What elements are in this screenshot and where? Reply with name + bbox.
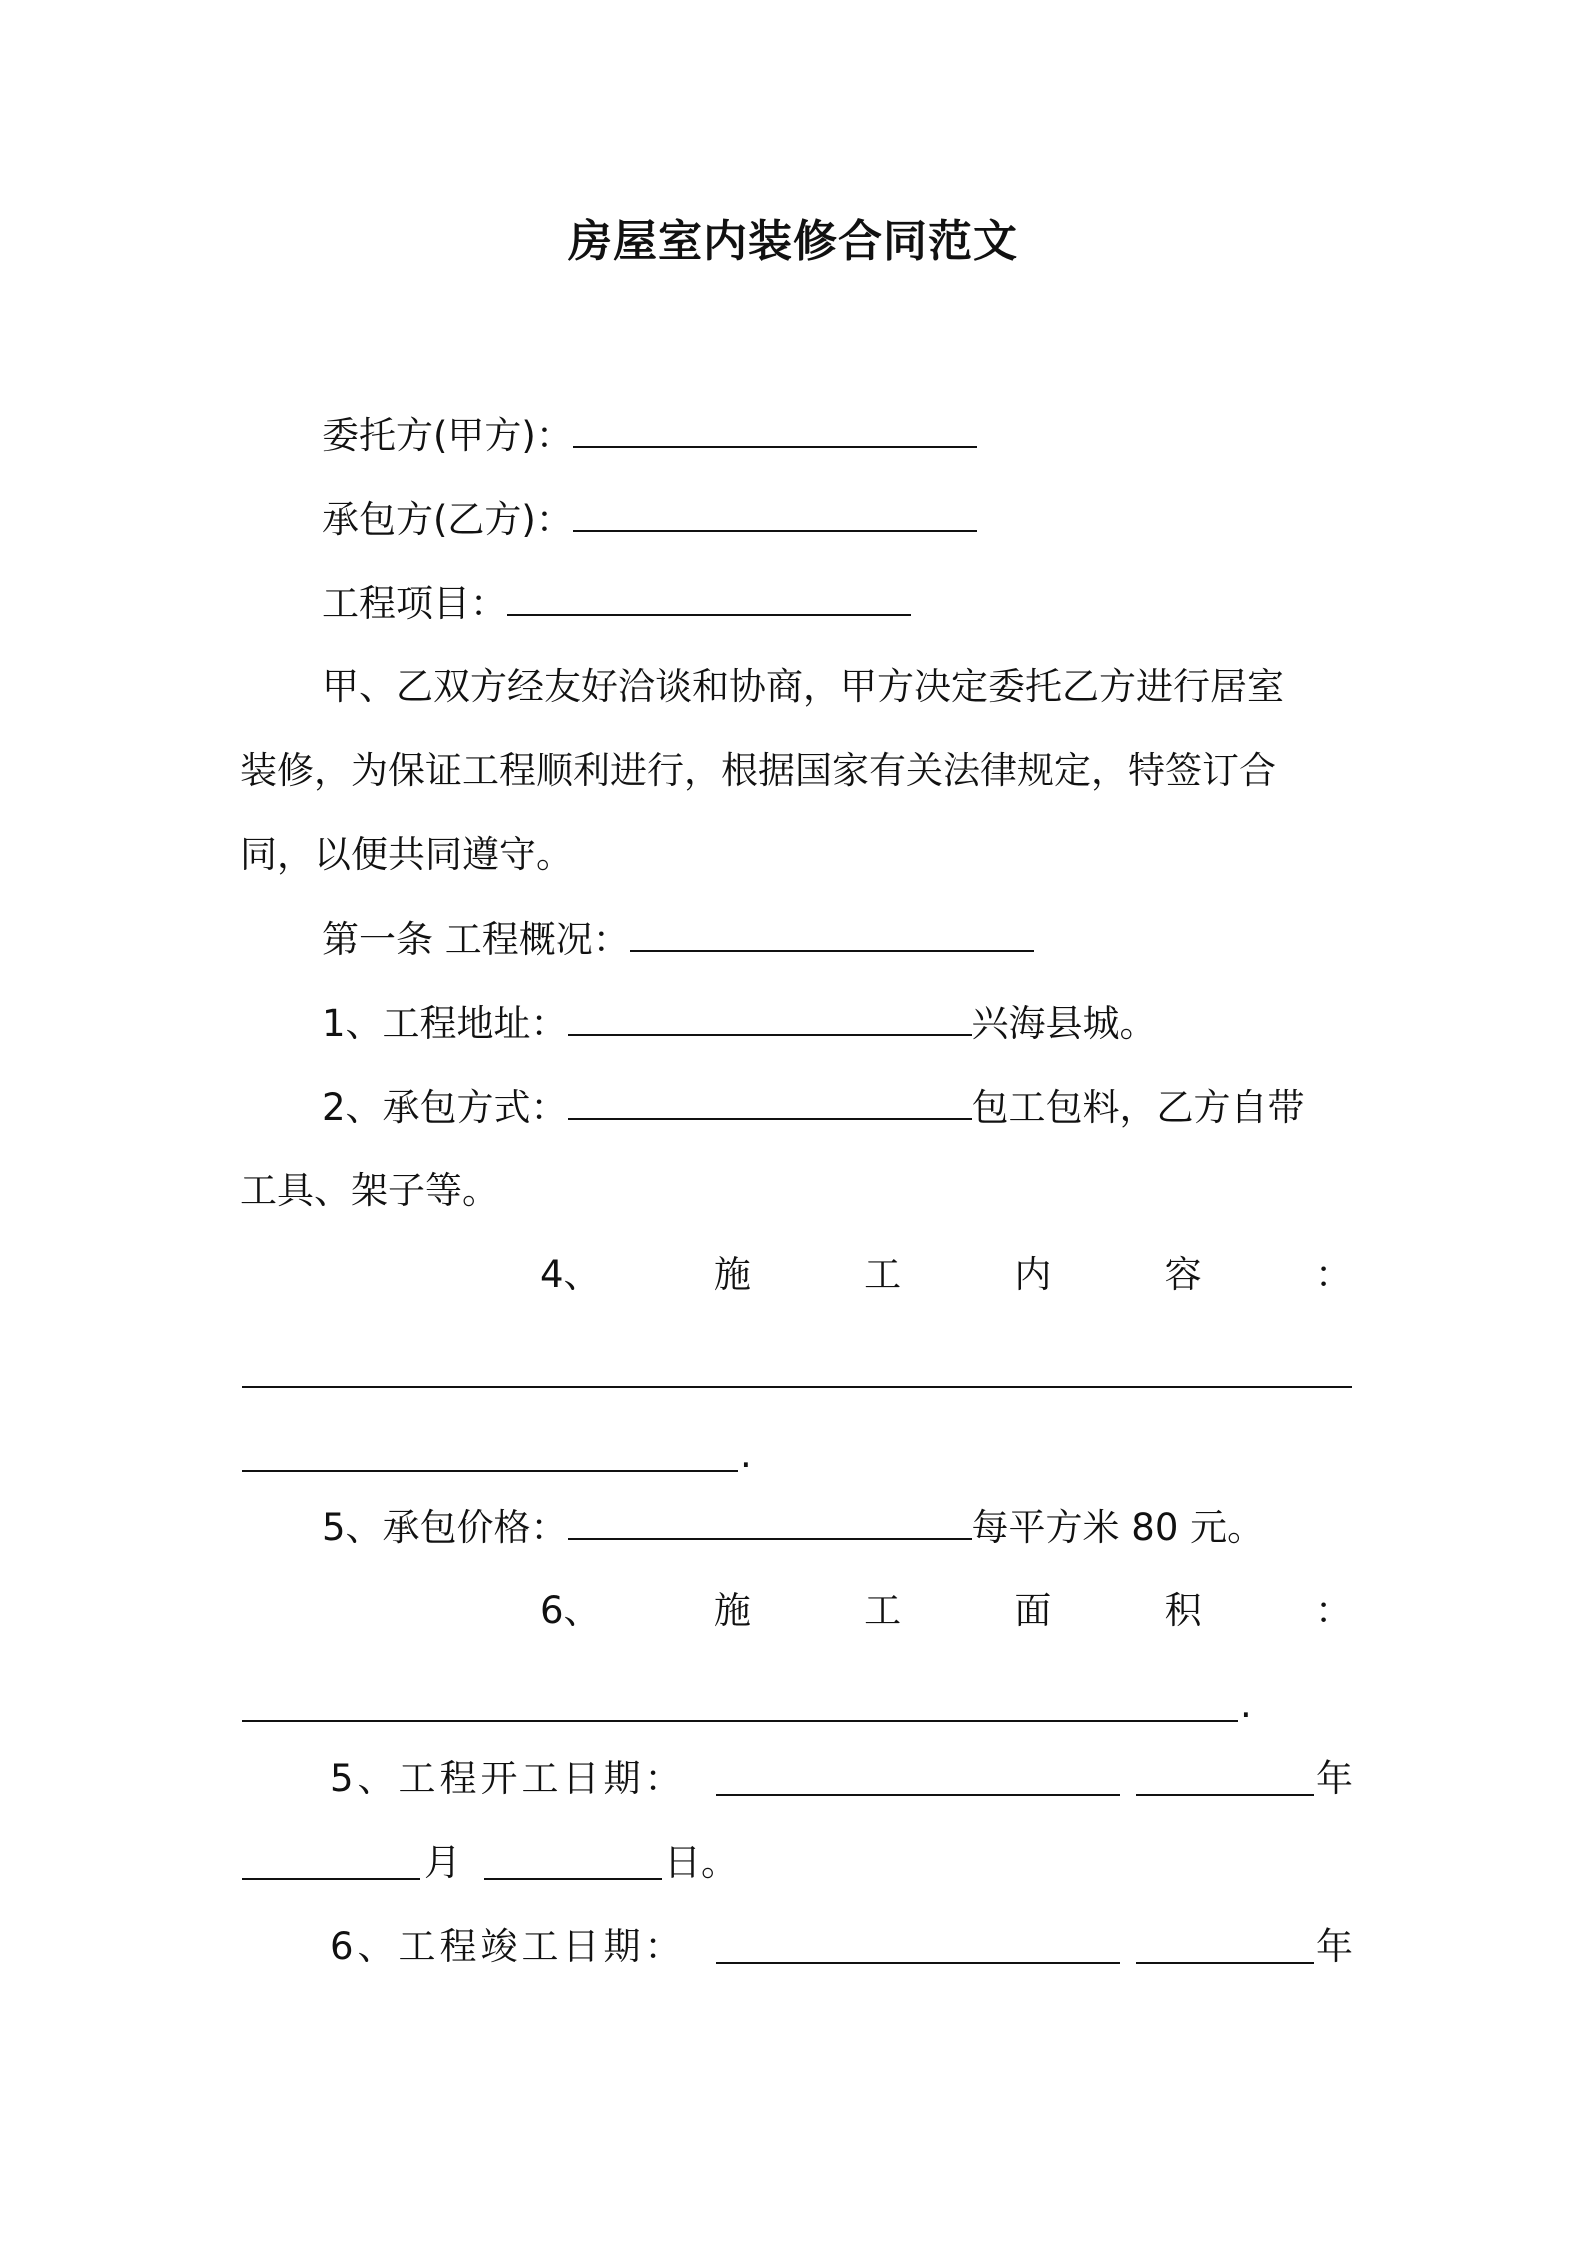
intro-line-1: 甲、乙双方经友好洽谈和协商，甲方决定委托乙方进行居室 (322, 665, 1284, 708)
item6-char: 6、 (540, 1589, 601, 1632)
project-label: 工程项目： (322, 582, 507, 625)
item4-period: . (740, 1433, 752, 1476)
item4-heading (540, 1250, 1352, 1300)
end-date-label: 6、工程竣工日期： (330, 1925, 686, 1968)
start-date-blank-1[interactable] (716, 1792, 1120, 1796)
start-date-year-blank[interactable] (1136, 1792, 1314, 1796)
item6-period: . (1240, 1683, 1252, 1726)
item2-suffix: 包工包料，乙方自带 (971, 1086, 1305, 1129)
party-a-blank[interactable] (573, 410, 977, 448)
item2-line (322, 1082, 1305, 1133)
party-b-blank[interactable] (573, 494, 977, 532)
item2-line-2: 工具、架子等。 (240, 1169, 499, 1212)
item4-blank-1[interactable] (242, 1384, 1352, 1388)
item6-char: 面 (1014, 1589, 1052, 1632)
end-date-year: 年 (1316, 1925, 1353, 1968)
item2-label: 2、承包方式： (322, 1086, 568, 1129)
item4-blank-2[interactable] (242, 1468, 738, 1472)
start-date-month: 月 (424, 1841, 461, 1884)
article1-blank[interactable] (630, 914, 1034, 952)
party-b-label: 承包方(乙方)： (322, 498, 573, 541)
item1-label: 1、工程地址： (322, 1002, 568, 1045)
item4-char: 工 (864, 1253, 902, 1296)
item4-char: 内 (1014, 1253, 1052, 1296)
item6-char: 积 (1164, 1589, 1202, 1632)
party-a-label: 委托方(甲方)： (322, 414, 573, 457)
item5-blank[interactable] (568, 1502, 972, 1540)
intro-line-2: 装修，为保证工程顺利进行，根据国家有关法律规定，特签订合 (240, 749, 1276, 792)
item6-char: 工 (864, 1589, 902, 1632)
start-date-year: 年 (1316, 1757, 1353, 1800)
end-date-line (330, 1922, 686, 1972)
start-date-day-blank[interactable] (484, 1876, 662, 1880)
article1-line (322, 914, 1034, 965)
item5-label: 5、承包价格： (322, 1506, 568, 1549)
item5-line (322, 1502, 1264, 1553)
item6-heading (540, 1586, 1352, 1636)
article1-label: 第一条 工程概况： (322, 918, 630, 961)
intro-line-3: 同，以便共同遵守。 (240, 833, 573, 876)
end-date-blank-1[interactable] (716, 1960, 1120, 1964)
item6-char: 施 (713, 1589, 751, 1632)
item2-blank[interactable] (568, 1082, 972, 1120)
item1-suffix: 兴海县城。 (971, 1002, 1157, 1045)
item1-blank[interactable] (568, 998, 972, 1036)
start-date-month-blank[interactable] (242, 1876, 420, 1880)
item6-char: ： (1314, 1589, 1352, 1632)
item4-char: 施 (713, 1253, 751, 1296)
item6-blank[interactable] (242, 1718, 1238, 1722)
project-blank[interactable] (507, 578, 911, 616)
party-b-line (322, 494, 977, 545)
item5-suffix: 每平方米 80 元。 (971, 1506, 1265, 1549)
item4-char: 4、 (540, 1253, 601, 1296)
item4-char: ： (1314, 1253, 1352, 1296)
item1-line (322, 998, 1157, 1049)
start-date-label: 5、工程开工日期： (330, 1757, 686, 1800)
start-date-day: 日。 (664, 1841, 738, 1884)
document-title: 房屋室内装修合同范文 (568, 216, 1018, 267)
start-date-line (330, 1754, 686, 1804)
item4-char: 容 (1164, 1253, 1202, 1296)
party-a-line (322, 410, 977, 461)
end-date-year-blank[interactable] (1136, 1960, 1314, 1964)
project-line (322, 578, 911, 629)
